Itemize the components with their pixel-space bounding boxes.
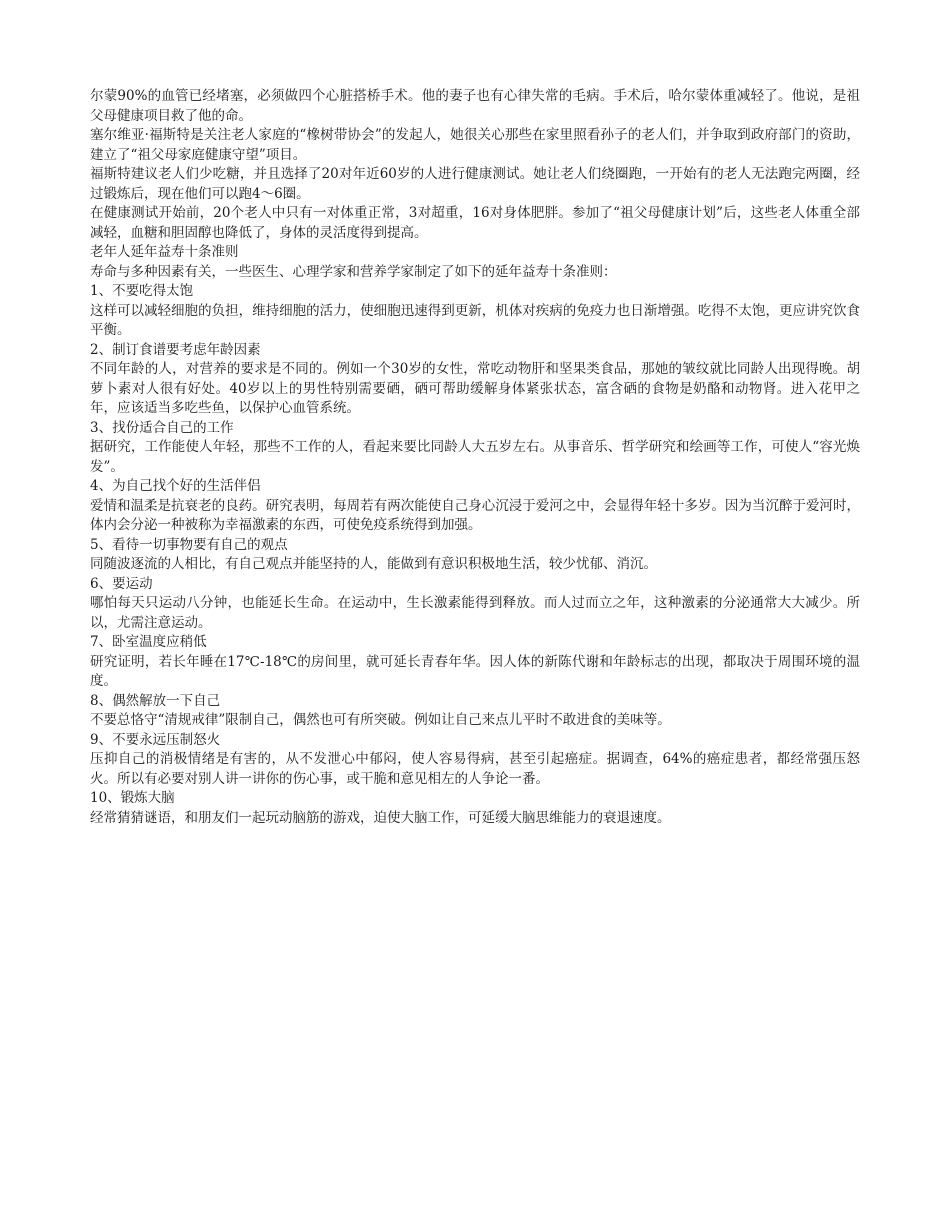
rule-heading-9: 9、不要永远压制怒火: [90, 731, 221, 748]
rule-heading-5: 5、看待一切事物要有自己的观点: [90, 536, 288, 553]
rule-body-9: 压抑自己的消极情绪是有害的，从不发泄心中郁闷，使人容易得病，甚至引起癌症。据调查，64%的癌症患者，都经常强压怒火。所以有必要对别人讲一讲你的伤心事，或干脆和意见相左的人争论一番。: [90, 751, 860, 787]
section-intro: 寿命与多种因素有关，一些医生、心理学家和营养学家制定了如下的延年益寿十条准则：: [90, 263, 617, 280]
rule-heading-10: 10、锻炼大脑: [90, 790, 175, 806]
rule-heading-8: 8、偶然解放一下自己: [90, 692, 221, 709]
rule-body-10: 经常猜猜谜语，和朋友们一起玩动脑筋的游戏，迫使大脑工作，可延缓大脑思维能力的衰退速度。: [90, 809, 671, 826]
rule-body-6: 哪怕每天只运动八分钟，也能延长生命。在运动中，生长激素能得到释放。而人过而立之年，这种激素的分泌通常大大减少。所以，尤需注意运动。: [90, 595, 860, 631]
document-page: [90, 87, 860, 828]
rule-body-4: 爱情和温柔是抗衰老的良药。研究表明，每周若有两次能使自己身心沉浸于爱河之中，会显得年轻十多岁。因为当沉醉于爱河时，体内会分泌一种被称为幸福激素的东西，可使免疫系统得到加强。: [90, 497, 860, 533]
intro-paragraph-4: 在健康测试开始前，20个老人中只有一对体重正常，3对超重，16对身体肥胖。参加了“祖父母健康计划”后，这些老人体重全部减轻，血糖和胆固醇也降低了，身体的灵活度得到提高。: [90, 205, 860, 241]
rule-body-8: 不要总恪守“清规戒律”限制自己，偶然也可有所突破。例如让自己来点儿平时不敢进食的美味等。: [90, 712, 671, 728]
rule-heading-3: 3、找份适合自己的工作: [90, 419, 234, 436]
intro-paragraph-2: 塞尔维亚·福斯特是关注老人家庭的“橡树带协会”的发起人，她很关心那些在家里照看孙子的老人们，并争取到政府部门的资助，建立了“祖父母家庭健康守望”项目。: [90, 127, 860, 163]
rule-heading-7: 7、卧室温度应稍低: [90, 634, 207, 650]
rule-body-1: 这样可以减轻细胞的负担，维持细胞的活力，使细胞迅速得到更新，机体对疾病的免疫力也日渐增强。吃得不太饱，更应讲究饮食平衡。: [90, 302, 860, 338]
rule-heading-1: 1、不要吃得太饱: [90, 283, 194, 299]
rule-heading-2: 2、制订食谱要考虑年龄因素: [90, 341, 261, 358]
rule-body-3: 据研究，工作能使人年轻，那些不工作的人，看起来要比同龄人大五岁左右。从事音乐、哲学研究和绘画等工作，可使人“容光焕发”。: [90, 439, 860, 475]
rule-body-5: 同随波逐流的人相比，有自己观点并能坚持的人，能做到有意识积极地生活，较少忧郁、消沉。: [90, 556, 657, 572]
intro-paragraph-1: 尔蒙90%的血管已经堵塞，必须做四个心脏搭桥手术。他的妻子也有心律失常的毛病。手术后，哈尔蒙体重减轻了。他说，是祖父母健康项目救了他的命。: [90, 88, 860, 124]
rule-body-7: 研究证明，若长年睡在17℃-18℃的房间里，就可延长青春年华。因人体的新陈代谢和年龄标志的出现，都取决于周围环境的温度。: [90, 653, 860, 689]
rule-body-2: 不同年龄的人，对营养的要求是不同的。例如一个30岁的女性，常吃动物肝和坚果类食品，那她的皱纹就比同龄人出现得晚。胡萝卜素对人很有好处。40岁以上的男性特别需要硒，硒可帮助缓解身体紧张状态，富含硒的食物是奶酪和动物肾。进入花甲之年，应该适当多吃些鱼，以保护心血管系统。: [90, 361, 860, 416]
section-title: 老年人延年益寿十条准则: [90, 244, 239, 260]
rule-heading-4: 4、为自己找个好的生活伴侣: [90, 478, 261, 494]
rule-heading-6: 6、要运动: [90, 575, 153, 592]
intro-paragraph-3: 福斯特建议老人们少吃糖，并且选择了20对年近60岁的人进行健康测试。她让老人们绕圈跑，一开始有的老人无法跑完两圈，经过锻炼后，现在他们可以跑4～6圈。: [90, 166, 860, 202]
